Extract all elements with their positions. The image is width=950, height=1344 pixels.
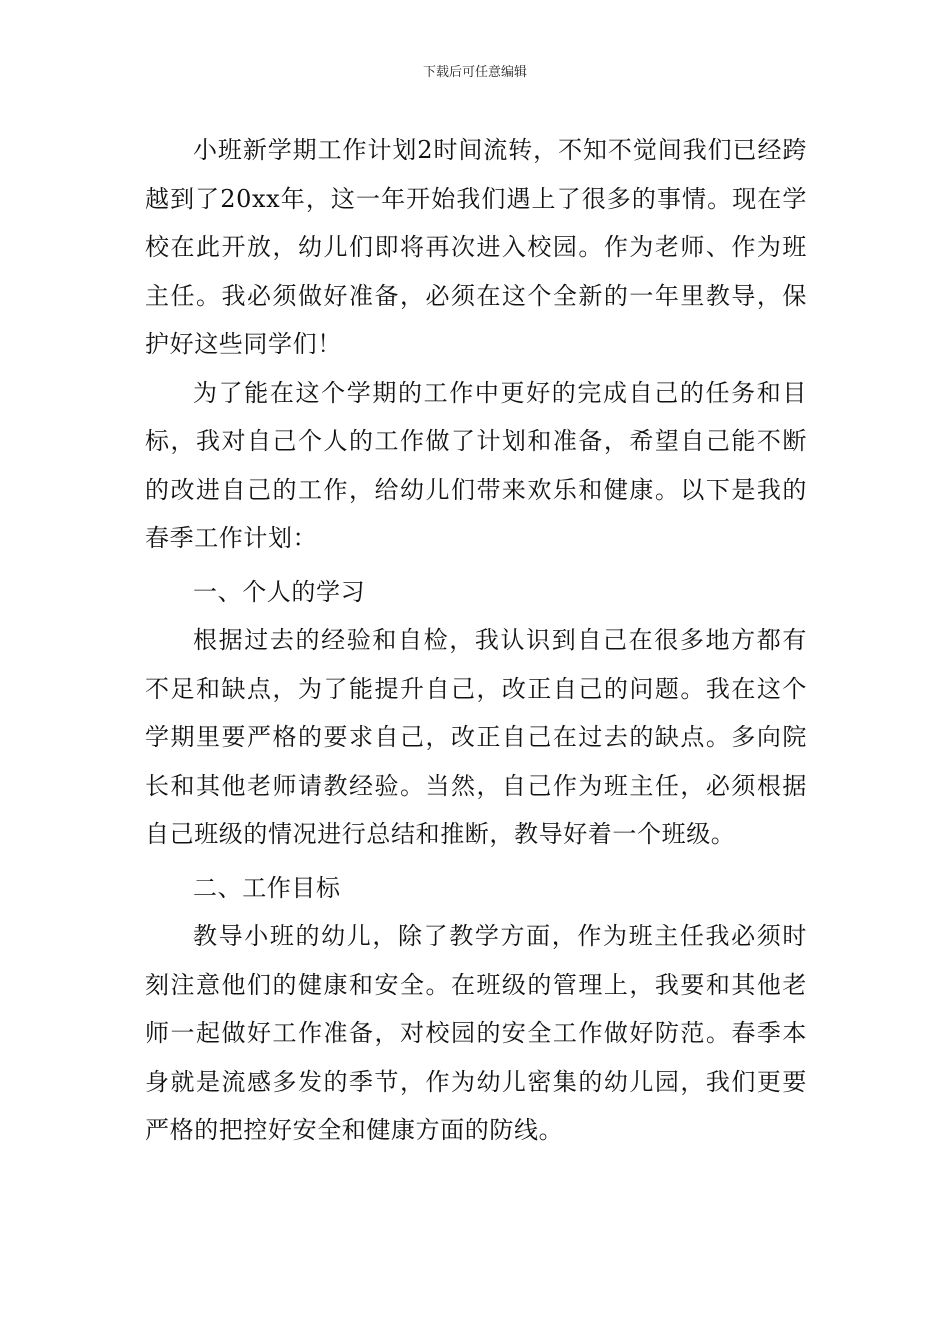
paragraph-work-goals: 教导小班的幼儿，除了教学方面，作为班主任我必须时刻注意他们的健康和安全。在班级的管理上，我要和其他老师一起做好工作准备，对校园的安全工作做好防范。春季本身就是流感多发的季节，作为幼儿密集的幼儿园，我们更要严格的把控好安全和健康方面的防线。 — [145, 922, 807, 1144]
section-heading-work-goals: 二、工作目标 — [193, 873, 341, 902]
document-body — [145, 126, 807, 1155]
page-header-note: 下载后可任意编辑 — [422, 65, 527, 80]
paragraph-goals: 为了能在这个学期的工作中更好的完成自己的任务和目标，我对自己个人的工作做了计划和准备，希望自己能不断的改进自己的工作，给幼儿们带来欢乐和健康。以下是我的春季工作计划： — [145, 378, 807, 552]
paragraph-personal-study: 根据过去的经验和自检，我认识到自己在很多地方都有不足和缺点，为了能提升自己，改正自己的问题。我在这个学期里要严格的要求自己，改正自己在过去的缺点。多向院长和其他老师请教经验。当然，自己作为班主任，必须根据自己班级的情况进行总结和推断，教导好着一个班级。 — [145, 626, 807, 848]
section-heading-personal-study: 一、个人的学习 — [193, 577, 366, 606]
paragraph-intro: 小班新学期工作计划2时间流转，不知不觉间我们已经跨越到了20xx年，这一年开始我们遇上了很多的事情。现在学校在此开放，幼儿们即将再次进入校园。作为老师、作为班主任。我必须做好准备，必须在这个全新的一年里教导，保护好这些同学们！ — [145, 136, 807, 358]
